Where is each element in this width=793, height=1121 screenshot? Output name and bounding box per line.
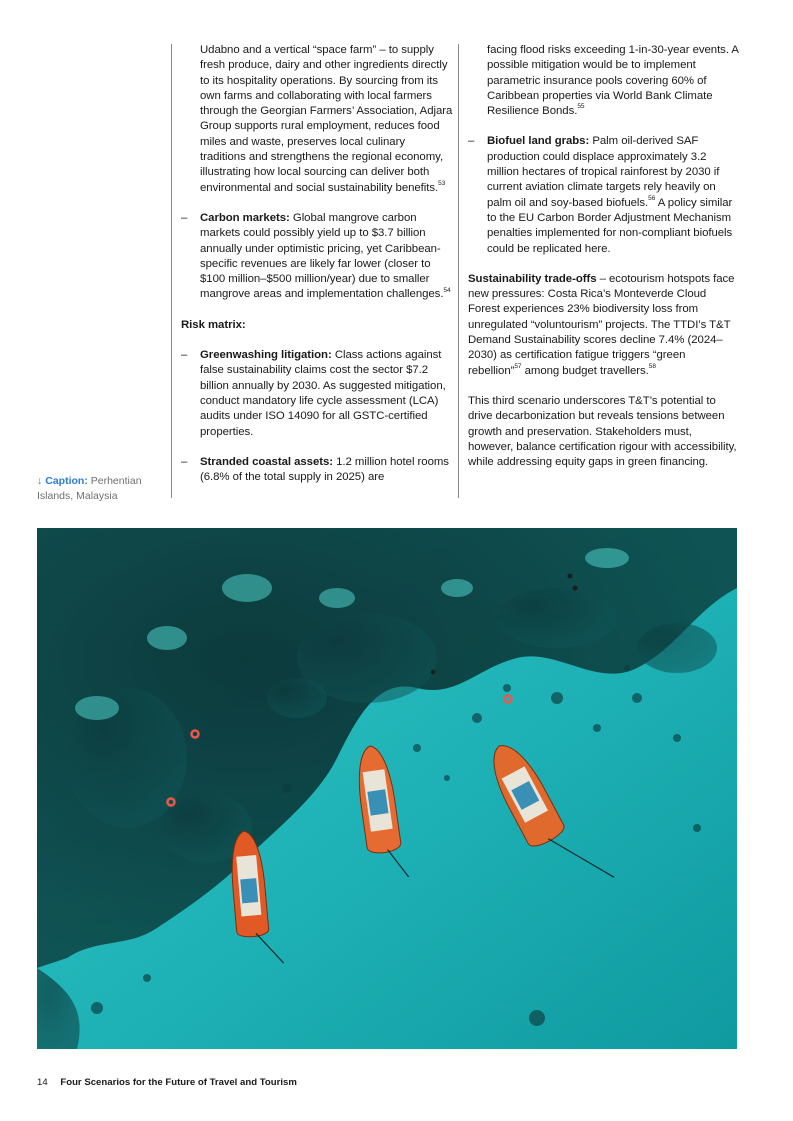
- biofuel-heading: Biofuel land grabs:: [487, 135, 590, 148]
- footnote-ref[interactable]: 53: [438, 179, 446, 187]
- stranded-assets-item: – Stranded coastal assets: 1.2 million hotel rooms (6.8% of the total supply in 2025) are: [181, 455, 449, 484]
- page-footer: [37, 1077, 297, 1088]
- right-column-rule: [458, 44, 459, 498]
- dash-bullet: –: [468, 135, 475, 148]
- flood-risk-continuation: facing flood risks exceeding 1-in-30-year events. A possible mitigation would be to implement parametric insurance pools covering 60% of Caribbean properties via World Bank Climate Resilience Bonds.$^{55}$: [487, 44, 739, 118]
- left-column: [181, 43, 453, 485]
- report-title: Four Scenarios for the Future of Travel and Tourism: [60, 1077, 297, 1088]
- greenwashing-item: – Greenwashing litigation: Class actions against false sustainability claims cost the sector $7.2 billion annually by 2030. As suggested mitigation, conduct mandatory life cycle assessment (LCA) audits under ISO 14090 for all GSTC-certified properties.: [181, 349, 446, 438]
- footnote-ref[interactable]: 55: [577, 103, 585, 111]
- caption-label: Caption:: [45, 475, 88, 487]
- footnote-ref[interactable]: 58: [648, 362, 656, 370]
- dash-bullet: –: [181, 211, 188, 224]
- aerial-photo: [37, 528, 737, 1049]
- tradeoffs-paragraph: Sustainability trade-offs – ecotourism hotspots face new pressures: Costa Rica’s Monteverde Cloud Forest experiences 23% biodiversity loss from unregulated “voluntourism” projects. The TTDI’s T&T Demand Sustainability scores decline 7.4% (2024–2030) as certification fatigue triggers “green rebellion”$^{57}$ among budget travellers.$^{58}$: [468, 272, 735, 377]
- biofuel-item: – Biofuel land grabs: Palm oil-derived SAF production could displace approximately 3.2 million hectares of tropical rainforest by 2030 if current aviation climate targets rely heavily on palm oil and soy-based biofuels.$^{56}$ A policy similar to the EU Carbon Border Adjustment Mechanism penalties implemented for non-compliant biofuels could be replicated here.: [468, 135, 733, 255]
- left-column-rule: [171, 44, 172, 498]
- tradeoffs-heading: Sustainability trade-offs: [468, 272, 597, 285]
- greenwashing-heading: Greenwashing litigation:: [200, 349, 332, 362]
- carbon-markets-heading: Carbon markets:: [200, 211, 290, 224]
- dash-bullet: –: [181, 349, 188, 362]
- risk-matrix-heading: Risk matrix:: [181, 318, 246, 331]
- stranded-assets-heading: Stranded coastal assets:: [200, 455, 334, 468]
- footnote-ref[interactable]: 54: [443, 286, 451, 294]
- arrow-down-icon: ↓: [37, 475, 43, 487]
- footnote-ref[interactable]: 56: [648, 194, 656, 202]
- page-number: 14: [37, 1077, 48, 1088]
- right-column: [468, 43, 740, 470]
- conclusion-paragraph: This third scenario underscores T&T’s potential to drive decarbonization but reveals tensions between growth and preservation. Stakeholders must, however, balance certification rigour with accessibility, while addressing equity gaps in green financing.: [468, 394, 737, 469]
- dash-bullet: –: [181, 455, 188, 468]
- caption-text: Perhentian Islands, Malaysia: [37, 475, 142, 502]
- photo-caption: [37, 474, 167, 503]
- udabno-paragraph: Udabno and a vertical “space farm” – to supply fresh produce, dairy and other ingredients directly to its hospitality operations. By sourcing from its own farms and collaborating with local farmers through the Georgian Farmers’ Association, Adjara Group supports rural employment, reduces food miles and waste, preserves local culinary traditions and strengthens the regional economy, illustrating how local sourcing can deliver both environmental and social sustainability benefits.$^{53}$: [200, 44, 453, 194]
- carbon-markets-item: – Carbon markets: Global mangrove carbon markets could possibly yield up to $3.7 billion annually under optimistic pricing, yet Caribbean-specific revenues are likely far lower (closer to $100 million–$500 million/year) due to smaller mangrove areas and implementation challenges.$^{54}$: [181, 211, 451, 301]
- footnote-ref[interactable]: 57: [514, 362, 522, 370]
